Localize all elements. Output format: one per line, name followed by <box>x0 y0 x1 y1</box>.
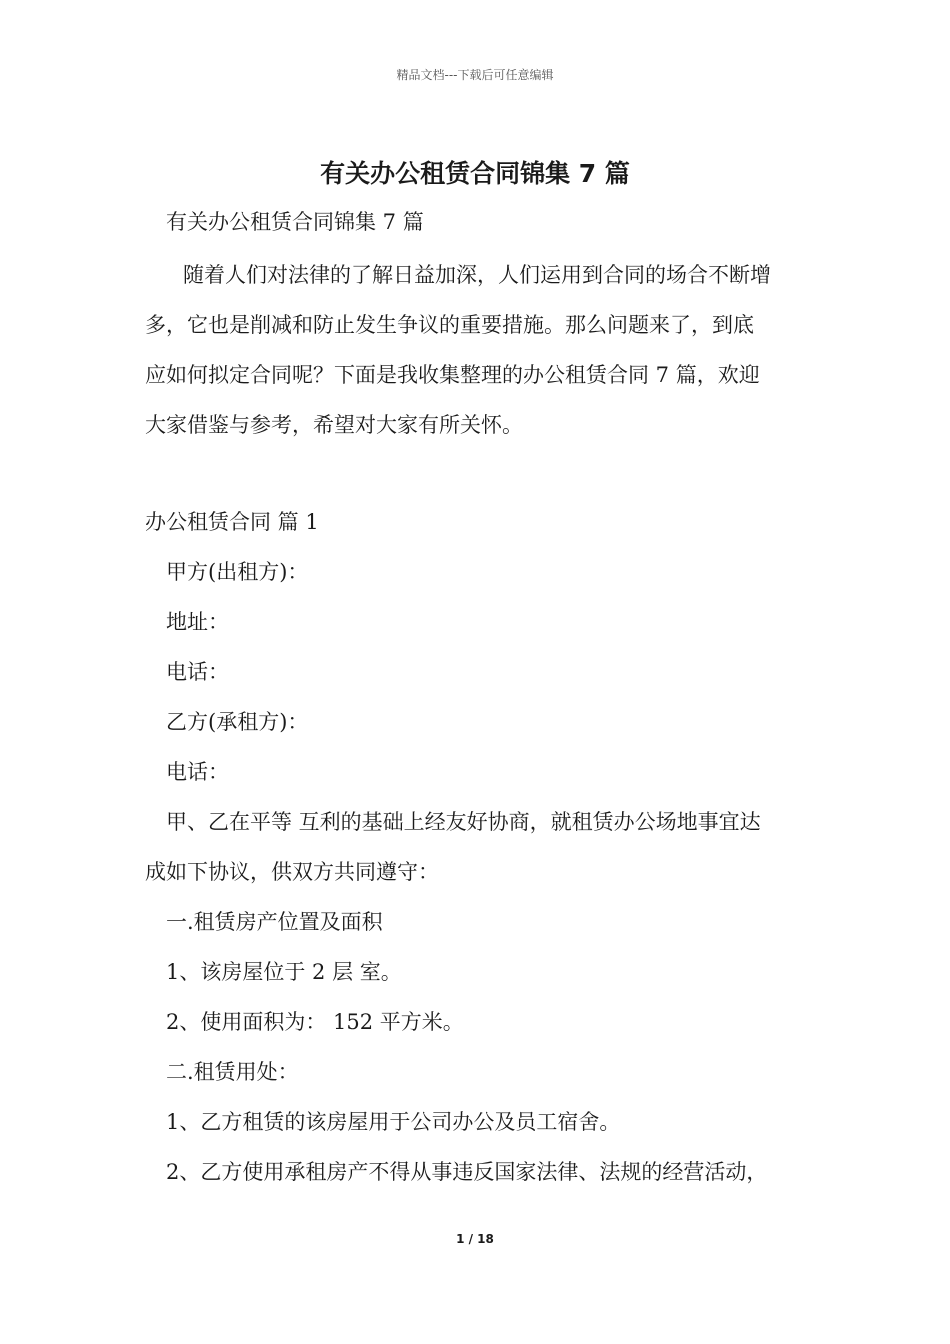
clause-1-item-1: 1、该房屋位于 2 层 室。 <box>166 960 402 984</box>
address-label: 地址： <box>166 610 229 634</box>
section-heading: 办公租赁合同 篇 1 <box>145 510 319 534</box>
phone-a-label: 电话： <box>166 660 229 684</box>
agreement-line-1: 甲、乙在平等 互利的基础上经友好协商，就租赁办公场地事宜达 <box>166 810 761 834</box>
clause-2-item-2: 2、乙方使用承租房产不得从事违反国家法律、法规的经营活动， <box>166 1160 768 1184</box>
clause-2-item-1: 1、乙方租赁的该房屋用于公司办公及员工宿舍。 <box>166 1110 621 1134</box>
party-b-label: 乙方(承租方)： <box>166 710 309 734</box>
clause-1-item-2: 2、使用面积为： 152 平方米。 <box>166 1010 464 1034</box>
document-title: 有关办公租赁合同锦集 7 篇 <box>320 159 630 188</box>
clause-1-title: 一.租赁房产位置及面积 <box>166 910 383 934</box>
intro-line-4: 大家借鉴与参考，希望对大家有所关怀。 <box>145 413 523 437</box>
phone-b-label: 电话： <box>166 760 229 784</box>
intro-line-2: 多，它也是削减和防止发生争议的重要措施。那么问题来了，到底 <box>145 313 754 337</box>
page-header: 精品文档---下载后可任意编辑 <box>396 68 554 82</box>
subtitle: 有关办公租赁合同锦集 7 篇 <box>166 210 424 234</box>
intro-line-3: 应如何拟定合同呢？下面是我收集整理的办公租赁合同 7 篇，欢迎 <box>145 363 760 387</box>
party-a-label: 甲方(出租方)： <box>166 560 309 584</box>
agreement-line-2: 成如下协议，供双方共同遵守： <box>145 860 439 884</box>
clause-2-title: 二.租赁用处： <box>166 1060 299 1084</box>
page-number: 1 / 18 <box>456 1232 494 1246</box>
intro-line-1: 随着人们对法律的了解日益加深，人们运用到合同的场合不断增 <box>183 263 771 287</box>
